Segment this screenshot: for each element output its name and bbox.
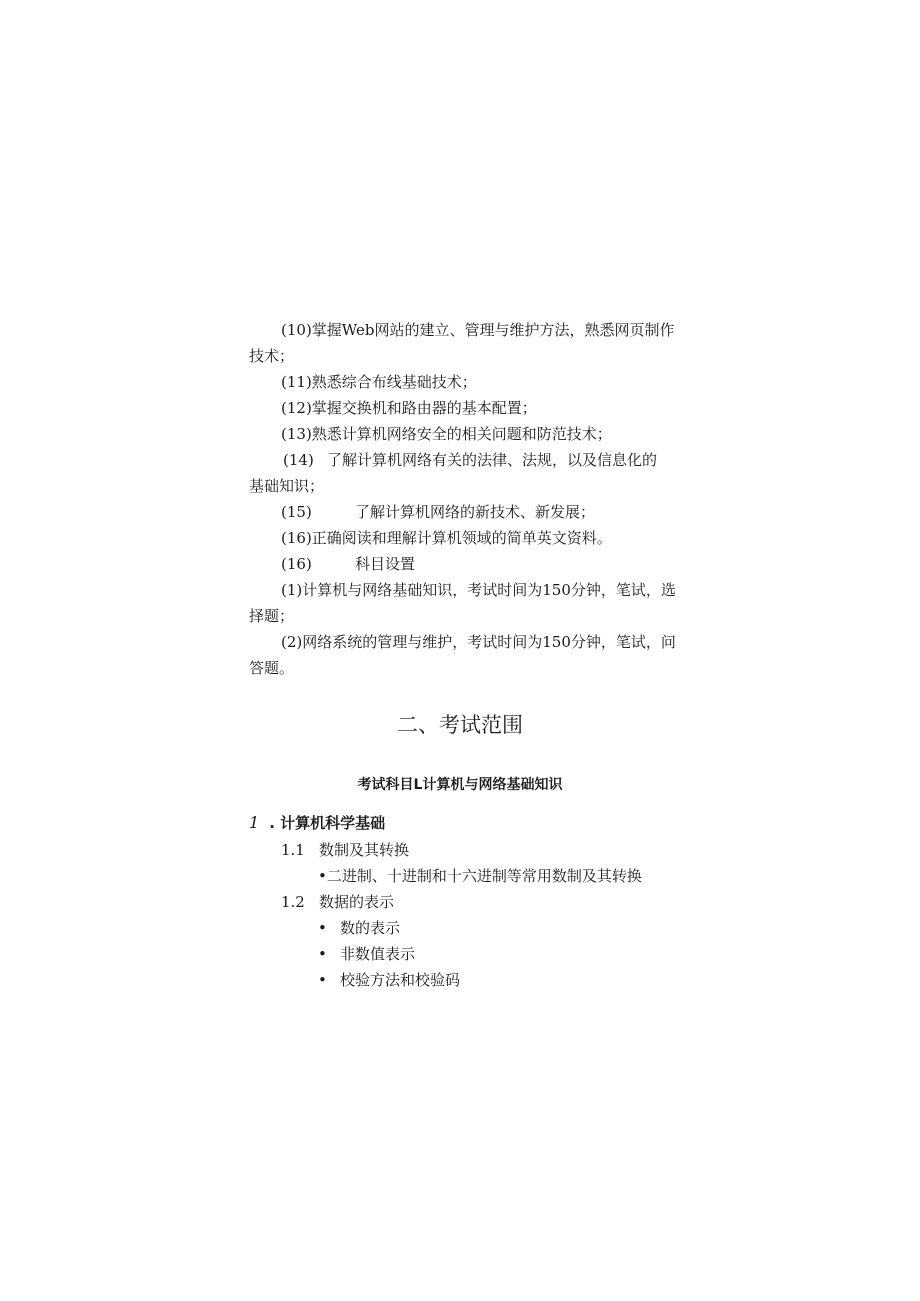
req-10-line-1 (281, 320, 674, 340)
req-15-line (281, 502, 595, 522)
req-16-line (281, 528, 612, 548)
subject-1-text-b: 择题； (249, 607, 295, 625)
item-1-2-2: 校验方法和校验码 (340, 971, 461, 989)
req-10-line-2 (249, 346, 294, 366)
req-12-line (281, 398, 537, 418)
subsection-1-2 (281, 892, 394, 912)
req-16b-number: (16) (281, 555, 312, 573)
subject-2-text-a: (2)网络系统的管理与维护，考试时间为150分钟，笔试，问 (281, 633, 676, 651)
req-13-line (281, 424, 612, 444)
list-item (318, 970, 460, 990)
list-item (318, 944, 415, 964)
subject-2-line-1 (281, 632, 676, 652)
req-12-text: (12)掌握交换机和路由器的基本配置； (281, 399, 537, 417)
chapter-title: . 计算机科学基础 (269, 814, 386, 832)
req-10-text-a: (10)掌握Web网站的建立、管理与维护方法，熟悉网页制作 (281, 321, 675, 339)
req-15-number: (15) (281, 503, 312, 521)
req-14-number: (14) (283, 451, 314, 469)
subject-title: 考试科目L计算机与网络基础知识 (357, 777, 563, 793)
subsection-1-2-number: 1.2 (281, 893, 305, 911)
subsection-1-1-title: 数制及其转换 (319, 841, 410, 859)
item-1-1-0: •二进制、十进制和十六进制等常用数制及其转换 (318, 867, 642, 885)
subject-1-text-a: (1)计算机与网络基础知识，考试时间为150分钟，笔试，选 (281, 581, 676, 599)
bullet-icon: • (318, 945, 327, 963)
chapter-heading (249, 813, 385, 833)
subsection-1-1-number: 1.1 (281, 841, 305, 859)
subject-2-line-2 (249, 658, 294, 678)
subject-1-line-1 (281, 580, 676, 600)
req-16b-line (281, 554, 415, 574)
subject-1-line-2 (249, 606, 294, 626)
chapter-number: 1 (249, 813, 260, 832)
req-14-text-a: 了解计算机网络有关的法律、法规，以及信息化的 (327, 451, 658, 469)
req-11-text: (11)熟悉综合布线基础技术； (281, 373, 477, 391)
item-1-2-0: 数的表示 (340, 919, 401, 937)
req-11-line (281, 372, 477, 392)
req-10-text-b: 技术； (249, 347, 295, 365)
item-1-2-1: 非数值表示 (340, 945, 416, 963)
bullet-icon: • (318, 971, 327, 989)
req-16-text: (16)正确阅读和理解计算机领域的简单英文资料。 (281, 529, 612, 547)
subsection-1-1 (281, 840, 409, 860)
req-14-text-b: 基础知识； (249, 477, 325, 495)
section-title: 二、考试范围 (397, 713, 523, 737)
bullet-icon: • (318, 919, 327, 937)
subsection-1-2-title: 数据的表示 (319, 893, 395, 911)
req-16b-text: 科目设置 (355, 555, 416, 573)
subject-2-text-b: 答题。 (249, 659, 295, 677)
req-13-text: (13)熟悉计算机网络安全的相关问题和防范技术； (281, 425, 612, 443)
list-item (318, 918, 400, 938)
list-item (318, 866, 642, 886)
req-15-text: 了解计算机网络的新技术、新发展； (355, 503, 596, 521)
req-14-line-1 (283, 450, 657, 470)
req-14-line-2 (249, 476, 324, 496)
